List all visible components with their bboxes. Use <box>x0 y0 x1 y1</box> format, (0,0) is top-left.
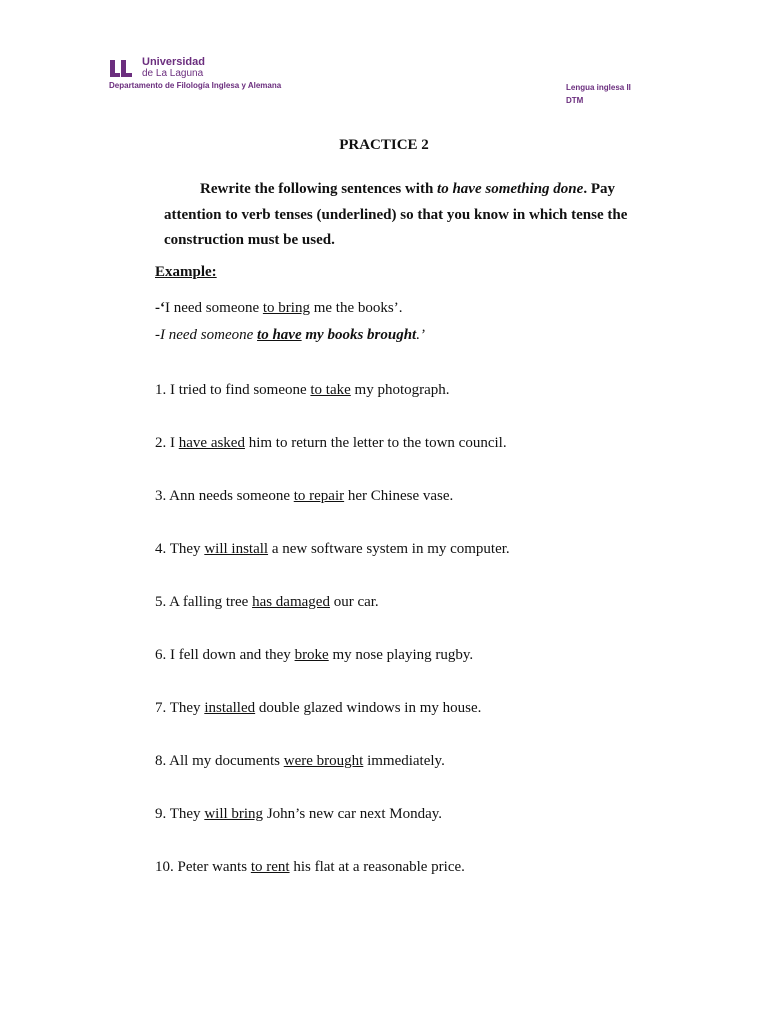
item-text-before: 8. All my documents <box>155 753 284 769</box>
item-text-after: my nose playing rugby. <box>328 647 474 663</box>
item-text-before: 1. I tried to find someone <box>155 382 311 398</box>
instructions-emphasis: to have something done <box>437 181 584 197</box>
example-rewritten-underlined: to have <box>257 327 302 343</box>
page-title: PRACTICE 2 <box>339 137 429 153</box>
exercise-item <box>155 859 465 876</box>
exercise-item <box>155 435 507 452</box>
item-underlined-verb: have asked <box>178 435 245 451</box>
item-text-before: 5. A falling tree <box>155 594 253 610</box>
item-text-before: 4. They <box>155 541 205 557</box>
item-underlined-verb: will bring <box>204 806 264 822</box>
item-text-after: immediately. <box>363 753 445 769</box>
item-underlined-verb: has damaged <box>252 594 330 610</box>
item-text-after: her Chinese vase. <box>344 488 454 504</box>
item-text-before: 6. I fell down and they <box>155 647 295 663</box>
item-text-after: my photograph. <box>350 382 450 398</box>
instructions <box>164 177 654 254</box>
example-rewritten-after: my books brought <box>301 327 417 343</box>
example-original-underlined: to bring <box>262 300 310 316</box>
university-name <box>142 57 205 79</box>
item-underlined-verb: to rent <box>250 859 290 875</box>
exercise-item <box>155 594 379 611</box>
example-rewritten-before: -I need someone <box>155 327 258 343</box>
course-info <box>566 81 631 107</box>
example-original-before: I need someone <box>165 300 263 316</box>
item-text-before: 2. I <box>155 435 179 451</box>
instructions-part1: Rewrite the following sentences with <box>200 181 438 197</box>
course-name: Lengua inglesa II <box>566 83 631 92</box>
example-original <box>155 300 402 317</box>
item-text-before: 7. They <box>155 700 205 716</box>
exercise-item <box>155 488 453 505</box>
item-text-after: double glazed windows in my house. <box>255 700 482 716</box>
item-text-after: his flat at a reasonable price. <box>289 859 465 875</box>
item-text-after: him to return the letter to the town council. <box>244 435 507 451</box>
item-underlined-verb: to repair <box>293 488 345 504</box>
example-heading: Example: <box>155 264 217 280</box>
item-underlined-verb: broke <box>294 647 329 663</box>
item-text-before: 10. Peter wants <box>155 859 251 875</box>
item-text-after: a new software system in my computer. <box>268 541 510 557</box>
example-original-prefix: -‘ <box>155 300 165 316</box>
example-rewritten-end: .’ <box>416 327 425 343</box>
page-header <box>0 0 768 110</box>
university-logo-icon <box>108 58 134 78</box>
item-underlined-verb: installed <box>204 700 256 716</box>
item-text-before: 9. They <box>155 806 205 822</box>
instructions-part2: . Pay attention to verb tenses (underlined) so that you know in which tense the construction must be used. <box>164 181 628 248</box>
exercise-item <box>155 382 450 399</box>
item-underlined-verb: to take <box>310 382 351 398</box>
item-underlined-verb: will install <box>204 541 269 557</box>
university-name-line1: Universidad <box>142 56 205 68</box>
item-underlined-verb: were brought <box>283 753 364 769</box>
university-name-line2: de La Laguna <box>142 68 204 79</box>
exercise-item <box>155 806 442 823</box>
item-text-after: our car. <box>329 594 379 610</box>
course-code: DTM <box>566 96 584 105</box>
exercise-item <box>155 647 473 664</box>
exercise-item <box>155 753 445 770</box>
department-name: Departamento de Filología Inglesa y Alemana <box>109 81 282 90</box>
exercise-item <box>155 700 481 717</box>
example-rewritten <box>155 327 425 344</box>
item-text-after: John’s new car next Monday. <box>263 806 443 822</box>
example-original-after: me the books’. <box>309 300 403 316</box>
item-text-before: 3. Ann needs someone <box>155 488 294 504</box>
exercise-item <box>155 541 510 558</box>
